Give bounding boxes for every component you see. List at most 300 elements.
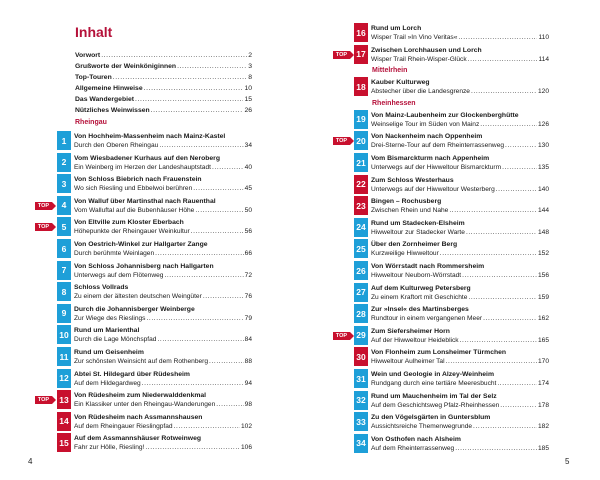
top-tour-badge: TOP — [35, 396, 52, 404]
front-matter-list — [75, 48, 252, 114]
tour-page: 126 — [537, 120, 549, 128]
tour-subtitle-line — [371, 228, 549, 237]
leader-dots — [113, 74, 247, 81]
tour-text — [371, 435, 549, 453]
leader-dots — [142, 379, 244, 388]
leader-dots — [473, 422, 537, 431]
tour-text — [74, 305, 252, 323]
tour-subtitle-line — [371, 206, 549, 215]
tour-text — [371, 154, 549, 172]
tour-text — [371, 348, 549, 366]
tour-subtitle-line — [371, 271, 549, 280]
tour-entry[interactable] — [354, 45, 549, 65]
tour-subtitle-line — [371, 33, 549, 42]
tour-entry[interactable] — [57, 304, 252, 324]
tour-subtitle: Drei-Sterne-Tour auf dem Rheinterrassenweg — [371, 142, 505, 150]
tour-subtitle-line — [74, 422, 252, 431]
leader-dots — [145, 443, 240, 452]
tour-subtitle: Hiwweltour Aulheimer Tal — [371, 358, 445, 366]
tour-page: 130 — [537, 142, 549, 150]
leader-dots — [440, 249, 537, 258]
tour-subtitle: Auf dem Geschichtsweg Pfalz-Rheinhessen — [371, 401, 500, 409]
leader-dots — [446, 357, 537, 366]
tour-title: Von Schloss Biebrich nach Frauenstein — [74, 176, 202, 184]
tour-title: Rund um Geisenheim — [74, 349, 144, 356]
tour-title: Auf dem Kulturweg Petersberg — [371, 284, 471, 292]
toc-entry-page: 2 — [248, 52, 252, 59]
tour-entry[interactable] — [57, 412, 252, 432]
tour-text — [371, 24, 549, 42]
top-tour-badge: TOP — [35, 223, 52, 231]
tour-number-badge: 28 — [354, 304, 368, 323]
tour-number-badge: 1 — [57, 131, 71, 150]
tour-subtitle-line — [371, 55, 549, 64]
leader-dots — [155, 249, 244, 258]
tour-subtitle-line — [74, 249, 252, 258]
tour-page: 159 — [537, 293, 549, 301]
tour-text — [371, 327, 549, 345]
toc-entry[interactable] — [75, 92, 252, 103]
leader-dots — [468, 55, 538, 64]
leader-dots — [146, 314, 243, 323]
tour-text — [74, 240, 252, 258]
tour-number-badge: 5 — [57, 217, 71, 236]
toc-entry-page: 10 — [244, 85, 252, 92]
leader-dots — [500, 401, 537, 410]
tour-title: Zum Schloss Westerhaus — [371, 176, 454, 184]
tour-subtitle-line — [371, 444, 549, 453]
tour-subtitle: Kurzweilige Hiwweltour — [371, 250, 439, 258]
tour-title: Durch die Johannisberger Weinberge — [74, 305, 195, 313]
tour-title: Abtei St. Hildegard über Rüdesheim — [74, 370, 190, 378]
tour-subtitle-line — [74, 443, 252, 452]
tour-entry[interactable] — [354, 77, 549, 97]
page-number: 4 — [28, 457, 33, 466]
tour-subtitle: Auf dem Rheinterrassenweg — [371, 444, 455, 452]
tour-entry[interactable] — [354, 369, 549, 389]
tour-title: Rund um Marienthal — [74, 327, 140, 335]
top-tour-badge: TOP — [333, 332, 350, 340]
tour-entry[interactable] — [57, 239, 252, 259]
tour-subtitle: Vom Walluftal auf die Bubenhäuser Höhe — [74, 206, 195, 214]
tour-entry[interactable] — [354, 412, 549, 432]
tour-text — [74, 434, 252, 452]
tour-page: 79 — [244, 314, 252, 322]
tour-number-badge: 9 — [57, 304, 71, 323]
tour-number-badge: 27 — [354, 283, 368, 302]
tour-entry[interactable] — [354, 326, 549, 346]
tour-text — [371, 262, 549, 280]
toc-entry-page: 3 — [248, 63, 252, 70]
tour-title: Kauber Kulturweg — [371, 79, 430, 87]
tour-title: Auf dem Assmannshäuser Rotweinweg — [74, 435, 202, 443]
tour-title: Vom Wiesbadener Kurhaus auf den Neroberg — [74, 154, 220, 162]
toc-entry-title: Nützliches Weinwissen — [75, 107, 150, 114]
section-heading: Rheingau — [75, 119, 107, 126]
tour-subtitle-line — [74, 335, 252, 344]
toc-entry-title: Allgemeine Hinweise — [75, 85, 143, 92]
toc-entry-title: Das Wandergebiet — [75, 96, 135, 103]
tour-page: 165 — [537, 336, 549, 344]
tour-entry[interactable] — [354, 218, 549, 238]
tour-entry[interactable] — [57, 261, 252, 281]
tour-number-badge: 26 — [354, 261, 368, 280]
tour-text — [371, 111, 549, 129]
tour-entry[interactable] — [354, 434, 549, 454]
tour-page: 84 — [244, 336, 252, 344]
tour-title: Von Eltville zum Kloster Eberbach — [74, 219, 184, 227]
tour-text — [74, 391, 252, 409]
tour-text — [371, 370, 549, 388]
tour-entry[interactable] — [57, 174, 252, 194]
tour-text — [74, 262, 252, 280]
tour-text — [74, 283, 252, 301]
leader-dots — [505, 141, 537, 150]
tour-entry[interactable] — [57, 433, 252, 453]
leader-dots — [195, 206, 243, 215]
tour-title: Zu den Vögelsgärten in Guntersblum — [371, 414, 491, 422]
tour-subtitle: Aussichtsreiche Themenwegrunde — [371, 423, 473, 431]
tour-page: 140 — [537, 185, 549, 193]
tour-subtitle-line — [74, 227, 252, 236]
tour-subtitle-line — [371, 87, 549, 96]
tour-page: 110 — [538, 34, 549, 41]
tour-subtitle-line — [371, 185, 549, 194]
leader-dots — [496, 185, 537, 194]
tour-subtitle-line — [371, 357, 549, 366]
tour-number-badge: 20 — [354, 131, 368, 150]
tour-subtitle: Rundgang durch eine tertiäre Meeresbucht — [371, 380, 497, 387]
tour-page: 50 — [244, 206, 252, 214]
tour-subtitle-line — [371, 422, 549, 431]
tour-number-badge: 21 — [354, 153, 368, 172]
toc-entry[interactable] — [75, 59, 252, 70]
tour-text — [371, 78, 549, 96]
leader-dots — [212, 163, 244, 172]
tour-title: Über den Zornheimer Berg — [371, 241, 458, 249]
tour-entry[interactable] — [354, 347, 549, 367]
tour-entry[interactable] — [57, 153, 252, 173]
tour-title: Von Hochheim-Massenheim nach Mainz-Kastel — [74, 133, 226, 140]
leader-dots — [177, 63, 247, 70]
tour-page: 76 — [244, 293, 252, 301]
leader-dots — [466, 228, 537, 237]
tour-page: 34 — [244, 142, 252, 149]
tour-entry[interactable] — [354, 110, 549, 130]
tour-entry[interactable] — [57, 217, 252, 237]
tour-page: 148 — [537, 228, 549, 236]
tour-number-badge: 10 — [57, 325, 71, 344]
tour-number-badge: 34 — [354, 434, 368, 453]
tour-number-badge: 4 — [57, 196, 71, 215]
tour-subtitle: Unterwegs auf der Hiwweltour Bismarckturm — [371, 164, 502, 171]
tour-title: Rund um Mauchenheim im Tal der Selz — [371, 392, 497, 400]
tour-title: Rund um Lorch — [371, 25, 422, 32]
tour-number-badge: 22 — [354, 175, 368, 194]
tour-page: 120 — [537, 88, 549, 96]
leader-dots — [209, 357, 244, 366]
tour-text — [74, 197, 252, 215]
tour-number-badge: 12 — [57, 369, 71, 388]
tour-subtitle: Durch berühmte Weinlagen — [74, 250, 155, 257]
toc-entry-title: Vorwort — [75, 52, 101, 59]
tour-text — [74, 175, 252, 193]
tour-page: 102 — [240, 422, 252, 430]
tour-title: Wein und Geologie in Alzey-Weinheim — [371, 371, 494, 378]
leader-dots — [135, 96, 243, 103]
leader-dots — [159, 141, 243, 150]
tour-title: Zwischen Lorchhausen und Lorch — [371, 46, 482, 54]
tour-title: Von Rüdesheim nach Assmannshausen — [74, 413, 203, 421]
tour-entry[interactable] — [354, 239, 549, 259]
tour-subtitle: Fahr zur Hölle, Riesling! — [74, 444, 145, 452]
tour-entry[interactable] — [57, 390, 252, 410]
page-title: Inhalt — [75, 24, 113, 40]
tour-text — [74, 326, 252, 344]
tour-entry[interactable] — [354, 391, 549, 411]
tour-subtitle: Unterwegs auf dem Flötenweg — [74, 271, 164, 279]
leader-dots — [471, 87, 537, 96]
tour-entry[interactable] — [354, 131, 549, 151]
tour-subtitle-line — [371, 379, 549, 388]
tour-page: 178 — [537, 401, 549, 409]
tour-subtitle-line — [371, 120, 549, 129]
tour-subtitle: Rundtour in einem vergangenen Meer — [371, 315, 483, 323]
tour-subtitle: Höhepunkte der Rheingauer Weinkultur — [74, 228, 190, 236]
tour-title: Von Flonheim zum Lonsheimer Türmchen — [371, 349, 507, 357]
leader-dots — [203, 292, 244, 301]
tour-subtitle: Ein Klassiker unter den Rheingau-Wanderungen — [74, 401, 216, 409]
tour-title: Vom Bismarckturm nach Appenheim — [371, 155, 490, 162]
tour-number-badge: 18 — [354, 77, 368, 96]
leader-dots — [480, 120, 537, 129]
leader-dots — [449, 206, 537, 215]
tour-text — [371, 176, 549, 194]
section-heading: Mittelrhein — [372, 67, 408, 75]
tour-text — [371, 46, 549, 64]
tour-subtitle-line — [74, 314, 252, 323]
tour-entry[interactable] — [57, 282, 252, 302]
tour-subtitle: Weinselige Tour im Süden von Mainz — [371, 120, 480, 128]
tour-subtitle-line — [371, 293, 549, 302]
tour-page: 152 — [537, 250, 549, 258]
tour-title: Zum Siefersheimer Horn — [371, 327, 450, 335]
tour-text — [74, 370, 252, 388]
tour-subtitle: Zur schönsten Weinsicht auf dem Rothenberg — [74, 358, 209, 365]
leader-dots — [193, 184, 243, 193]
toc-entry-page: 8 — [248, 74, 252, 81]
tour-subtitle: Unterwegs auf der Hiwweltour Westerberg — [371, 185, 495, 193]
tour-text — [371, 240, 549, 258]
tour-text — [74, 413, 252, 431]
tour-title: Von Osthofen nach Alsheim — [371, 435, 461, 443]
tour-number-badge: 14 — [57, 412, 71, 431]
tour-subtitle: Wisper Trail »In Vino Veritas« — [371, 34, 458, 41]
leader-dots — [144, 85, 244, 92]
leader-dots — [157, 335, 243, 344]
tour-title: Von Schloss Johannisberg nach Hallgarten — [74, 262, 214, 270]
toc-entry[interactable] — [75, 48, 252, 59]
right-page — [300, 0, 600, 480]
leader-dots — [468, 293, 537, 302]
tour-subtitle: Zu einem der ältesten deutschen Weingüter — [74, 293, 202, 301]
tour-number-badge: 25 — [354, 239, 368, 258]
tour-text — [371, 219, 549, 237]
tour-entry[interactable] — [57, 131, 252, 151]
tour-subtitle: Auf der Hiwweltour Heideblick — [371, 336, 459, 344]
tour-subtitle: Abstecher über die Landesgrenze — [371, 88, 470, 96]
tour-title: Schloss Vollrads — [74, 284, 129, 292]
tour-subtitle-line — [74, 141, 252, 150]
tour-subtitle-line — [371, 314, 549, 323]
toc-entry[interactable] — [75, 103, 252, 114]
tour-number-badge: 15 — [57, 433, 71, 452]
page-number: 5 — [565, 457, 570, 466]
tour-page: 114 — [538, 55, 549, 63]
tour-page: 66 — [244, 250, 252, 257]
tour-entry[interactable] — [354, 261, 549, 281]
tour-title: Von Mainz-Laubenheim zur Glockenberghütte — [371, 111, 519, 119]
tour-subtitle: Ein Weinberg im Herzen der Landeshauptstadt — [74, 163, 211, 171]
tour-text — [74, 132, 252, 150]
leader-dots — [216, 400, 243, 409]
tour-subtitle: Hiwweltour zur Stadecker Warte — [371, 228, 465, 236]
tour-title: Rund um Stadecken-Elsheim — [371, 219, 465, 227]
tour-subtitle-line — [74, 400, 252, 409]
leader-dots — [462, 271, 537, 280]
tour-page: 72 — [244, 271, 252, 279]
tour-page: 106 — [240, 444, 252, 452]
tour-number-badge: 32 — [354, 391, 368, 410]
tour-subtitle-line — [74, 379, 252, 388]
tour-subtitle-line — [74, 357, 252, 366]
tour-page: 182 — [537, 423, 549, 431]
tour-page: 98 — [244, 401, 252, 409]
leader-dots — [164, 271, 243, 280]
tour-entry[interactable] — [354, 304, 549, 324]
tour-title: Bingen – Rochusberg — [371, 198, 442, 206]
tour-number-badge: 23 — [354, 196, 368, 215]
tour-entry[interactable] — [354, 23, 549, 43]
tour-subtitle-line — [74, 206, 252, 215]
tour-number-badge: 2 — [57, 153, 71, 172]
tour-subtitle: Zwischen Rhein und Nahe — [371, 207, 449, 215]
tour-subtitle: Auf dem Rheingauer Rieslingpfad — [74, 422, 173, 430]
tour-subtitle: Zur Wiege des Rieslings — [74, 314, 146, 322]
tour-entry[interactable] — [354, 196, 549, 216]
tour-subtitle: Wo sich Riesling und Ebbelwoi berühren — [74, 185, 193, 193]
tour-number-badge: 16 — [354, 23, 368, 42]
tour-subtitle: Durch den Oberen Rheingau — [74, 142, 159, 149]
tour-page: 94 — [244, 379, 252, 387]
tour-text — [371, 305, 549, 323]
tour-subtitle-line — [371, 249, 549, 258]
tour-title: Von Wörrstadt nach Rommersheim — [371, 263, 485, 270]
tour-text — [74, 154, 252, 172]
tour-text — [371, 132, 549, 150]
tour-number-badge: 33 — [354, 412, 368, 431]
tour-subtitle: Hiwweltour Neuborn-Wörrstadt — [371, 272, 462, 279]
tour-page: 88 — [244, 358, 252, 365]
leader-dots — [460, 336, 537, 345]
leader-dots — [151, 107, 244, 114]
tour-page: 40 — [244, 163, 252, 171]
tour-title: Von Walluf über Martinsthal nach Rauenthal — [74, 197, 216, 205]
tour-number-badge: 31 — [354, 369, 368, 388]
tour-number-badge: 6 — [57, 239, 71, 258]
tour-number-badge: 17 — [354, 45, 368, 64]
leader-dots — [497, 379, 537, 388]
toc-entry-title: Top-Touren — [75, 74, 112, 81]
tour-subtitle-line — [371, 401, 549, 410]
tour-subtitle-line — [371, 163, 549, 172]
tour-page: 45 — [244, 185, 252, 193]
leader-dots — [101, 52, 247, 59]
toc-entry[interactable] — [75, 81, 252, 92]
tour-text — [371, 413, 549, 431]
tour-page: 56 — [244, 228, 252, 236]
toc-entry[interactable] — [75, 70, 252, 81]
tour-entry[interactable] — [57, 196, 252, 216]
leader-dots — [174, 422, 240, 431]
tour-page: 170 — [537, 358, 549, 366]
tour-number-badge: 29 — [354, 326, 368, 345]
tour-subtitle: Durch die Lage Mönchspfad — [74, 336, 157, 344]
tour-entry[interactable] — [57, 369, 252, 389]
top-tour-badge: TOP — [35, 202, 52, 210]
tour-number-badge: 3 — [57, 174, 71, 193]
tour-entry[interactable] — [354, 283, 549, 303]
tour-page: 135 — [537, 164, 549, 171]
tour-page: 156 — [537, 272, 549, 279]
section-heading: Rheinhessen — [372, 99, 416, 107]
tour-title: Von Oestrich-Winkel zur Hallgarter Zange — [74, 241, 208, 248]
tour-page: 162 — [537, 315, 549, 323]
tour-page: 144 — [537, 207, 549, 215]
leader-dots — [458, 33, 537, 42]
leader-dots — [455, 444, 537, 453]
leader-dots — [191, 227, 244, 236]
tour-entry[interactable] — [57, 347, 252, 367]
tour-number-badge: 30 — [354, 347, 368, 366]
tour-title: Zur »Insel« des Martinsberges — [371, 306, 469, 314]
tour-entry[interactable] — [354, 153, 549, 173]
tour-subtitle: Auf dem Hildegardweg — [74, 379, 141, 387]
tour-page: 174 — [537, 380, 549, 387]
tour-number-badge: 11 — [57, 347, 71, 366]
tour-number-badge: 8 — [57, 282, 71, 301]
leader-dots — [502, 163, 537, 172]
tour-text — [371, 392, 549, 410]
tour-number-badge: 7 — [57, 261, 71, 280]
tour-text — [74, 218, 252, 236]
tour-number-badge: 13 — [57, 390, 71, 409]
tour-text — [371, 197, 549, 215]
tour-subtitle-line — [371, 141, 549, 150]
tour-number-badge: 24 — [354, 218, 368, 237]
tour-number-badge: 19 — [354, 110, 368, 129]
toc-entry-title: Grußworte der Weinköniginnen — [75, 63, 177, 70]
toc-entry-page: 15 — [244, 96, 252, 103]
tour-subtitle-line — [74, 184, 252, 193]
tour-subtitle: Zu einem Kraftort mit Geschichte — [371, 293, 468, 301]
leader-dots — [483, 314, 537, 323]
tour-page: 185 — [537, 444, 549, 452]
tour-entry[interactable] — [57, 325, 252, 345]
tour-entry[interactable] — [354, 175, 549, 195]
tour-subtitle: Wisper Trail Rhein-Wisper-Glück — [371, 55, 467, 63]
tour-subtitle-line — [74, 271, 252, 280]
